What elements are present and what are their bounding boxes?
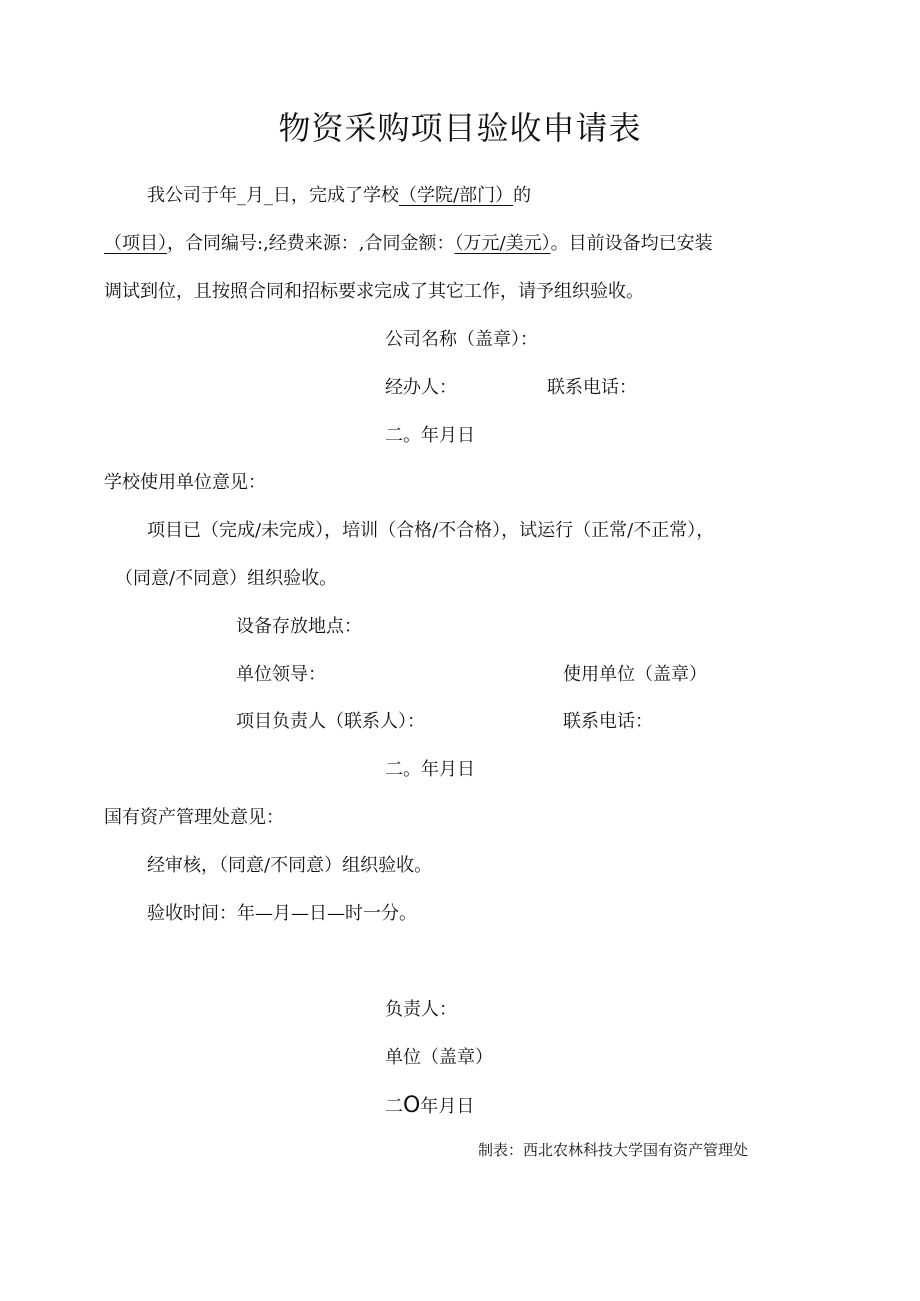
asset-date-prefix: 二	[385, 1096, 403, 1117]
page-title: 物资采购项目验收申请表	[278, 109, 642, 147]
asset-review: 经审核，（同意/不同意）组织验收。	[147, 855, 433, 876]
company-paragraph-line-2	[104, 232, 713, 256]
school-phone: 联系电话：	[563, 711, 653, 732]
company-p1-text: 我公司于年_月_日，完成了学校	[147, 185, 399, 206]
company-p1-underline: （学院/部门）	[399, 185, 514, 206]
company-p2-mid: ，合同编号:,经费来源：,合同金额：	[167, 233, 455, 254]
company-p2-underline-project: （项目）	[104, 233, 167, 254]
company-paragraph-line-1	[147, 184, 531, 208]
project-lead: 项目负责人（联系人）：	[236, 711, 425, 732]
using-unit-seal: 使用单位（盖章）	[563, 664, 707, 685]
asset-unit-seal: 单位（盖章）	[385, 1047, 493, 1068]
company-p1-tail: 的	[513, 185, 532, 206]
school-paragraph-line-2: （同意/不同意）组织验收。	[115, 568, 338, 589]
acceptance-time: 验收时间：年—月—日—时一分。	[147, 903, 417, 924]
equipment-location: 设备存放地点：	[236, 616, 362, 637]
company-p2-tail: 。目前设备均已安装	[550, 233, 713, 254]
unit-leader: 单位领导：	[236, 664, 326, 685]
asset-date-suffix: 年月日	[420, 1096, 475, 1117]
company-handler: 经办人：	[385, 377, 457, 398]
company-p2-underline-currency: （万元/美元）	[454, 233, 551, 254]
school-paragraph-line-1: 项目已（完成/未完成），培训（合格/不合格），试运行（正常/不正常），	[147, 520, 715, 541]
asset-date-o: O	[403, 1093, 421, 1118]
company-date: 二。年月日	[385, 425, 475, 446]
school-heading: 学校使用单位意见：	[104, 472, 266, 493]
asset-date	[385, 1094, 474, 1119]
footer-maker: 制表：西北农林科技大学国有资产管理处	[478, 1141, 749, 1159]
asset-heading: 国有资产管理处意见：	[104, 807, 284, 828]
school-date: 二。年月日	[385, 759, 475, 780]
company-phone: 联系电话：	[547, 377, 637, 398]
company-paragraph-line-3: 调试到位，且按照合同和招标要求完成了其它工作，请予组织验收。	[104, 281, 644, 302]
asset-responsible: 负责人：	[385, 999, 457, 1020]
company-name-seal: 公司名称（盖章）：	[385, 329, 538, 350]
